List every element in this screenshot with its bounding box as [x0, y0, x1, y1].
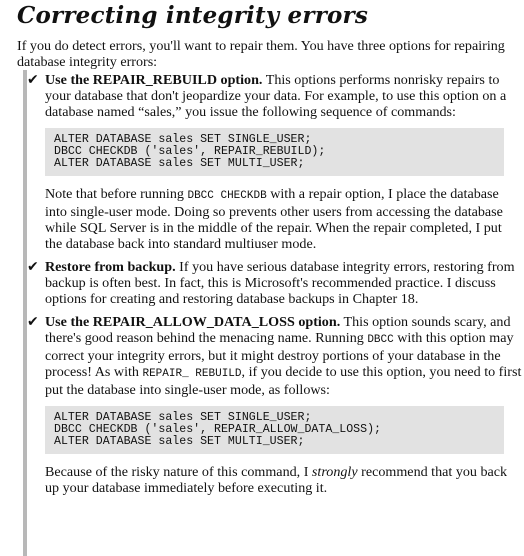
- emphasis: strongly: [311, 464, 358, 480]
- code-line: ALTER DATABASE sales SET SINGLE_USER;: [54, 411, 312, 424]
- code-block: [45, 128, 504, 176]
- item-text: This option sounds scary, and there's good reason behind the menacing name. Running: [45, 314, 511, 346]
- item-text: If you have serious database integrity errors, restoring from backup is often best. In fact, this is Microsoft's recommended practice. I discuss options for creating and restoring database backups in Chapter 18.: [45, 259, 515, 307]
- code-line: ALTER DATABASE sales SET MULTI_USER;: [54, 435, 305, 448]
- warning-text: Because of the risky nature of this command, I: [45, 464, 312, 480]
- code-line: DBCC CHECKDB ('sales', REPAIR_REBUILD);: [54, 145, 326, 158]
- warning-text: recommend that you back up your database immediately before executing it.: [45, 464, 508, 496]
- item-title: Use the REPAIR_ALLOW_DATA_LOSS option.: [45, 314, 341, 330]
- note-paragraph: [45, 186, 522, 252]
- item-paragraph: [45, 72, 522, 120]
- inline-code: REPAIR_ REBUILD: [142, 368, 242, 380]
- options-list: [27, 72, 522, 503]
- item-title: Use the REPAIR_REBUILD option.: [45, 72, 263, 88]
- inline-code: DBCC: [367, 334, 394, 346]
- list-item-repair-allow-data-loss: [27, 314, 522, 496]
- item-text: This options performs nonrisky repairs to your database that don't jeopardize your data. For example, to use this option on a database named “sales,” you issue the following sequence of commands:: [45, 72, 507, 120]
- item-paragraph: [45, 259, 522, 307]
- intro-paragraph: If you do detect errors, you'll want to repair them. You have three options for repairing database integrity errors:: [17, 38, 505, 70]
- code-line: DBCC CHECKDB ('sales', REPAIR_ALLOW_DATA_LOSS);: [54, 423, 381, 436]
- code-line: ALTER DATABASE sales SET MULTI_USER;: [54, 157, 305, 170]
- note-text: with a repair option, I place the database into single-user mode. Doing so prevents other users from accessing the database while SQL Server is in the middle of the repair. When the repair completed, I put the database back into standard multiuser mode.: [45, 186, 503, 252]
- item-title: Restore from backup.: [45, 259, 176, 275]
- list-item-repair-rebuild: [27, 72, 522, 252]
- note-text: Note that before running: [45, 186, 188, 202]
- list-item-restore-backup: [27, 259, 522, 307]
- check-mark-icon: ✔: [27, 314, 39, 330]
- code-line: ALTER DATABASE sales SET SINGLE_USER;: [54, 133, 312, 146]
- section-heading: Correcting integrity errors: [17, 2, 369, 29]
- warning-paragraph: [45, 464, 522, 496]
- inline-code: DBCC CHECKDB: [187, 190, 267, 202]
- check-mark-icon: ✔: [27, 259, 39, 275]
- code-block: [45, 406, 504, 454]
- item-paragraph: [45, 314, 522, 398]
- check-mark-icon: ✔: [27, 72, 39, 88]
- item-text: , if you decide to use this option, you need to first put the database into single-user mode, as follows:: [45, 364, 522, 398]
- item-text: with this option may correct your integrity errors, but it might destroy portions of your database in the process! As with: [45, 330, 514, 380]
